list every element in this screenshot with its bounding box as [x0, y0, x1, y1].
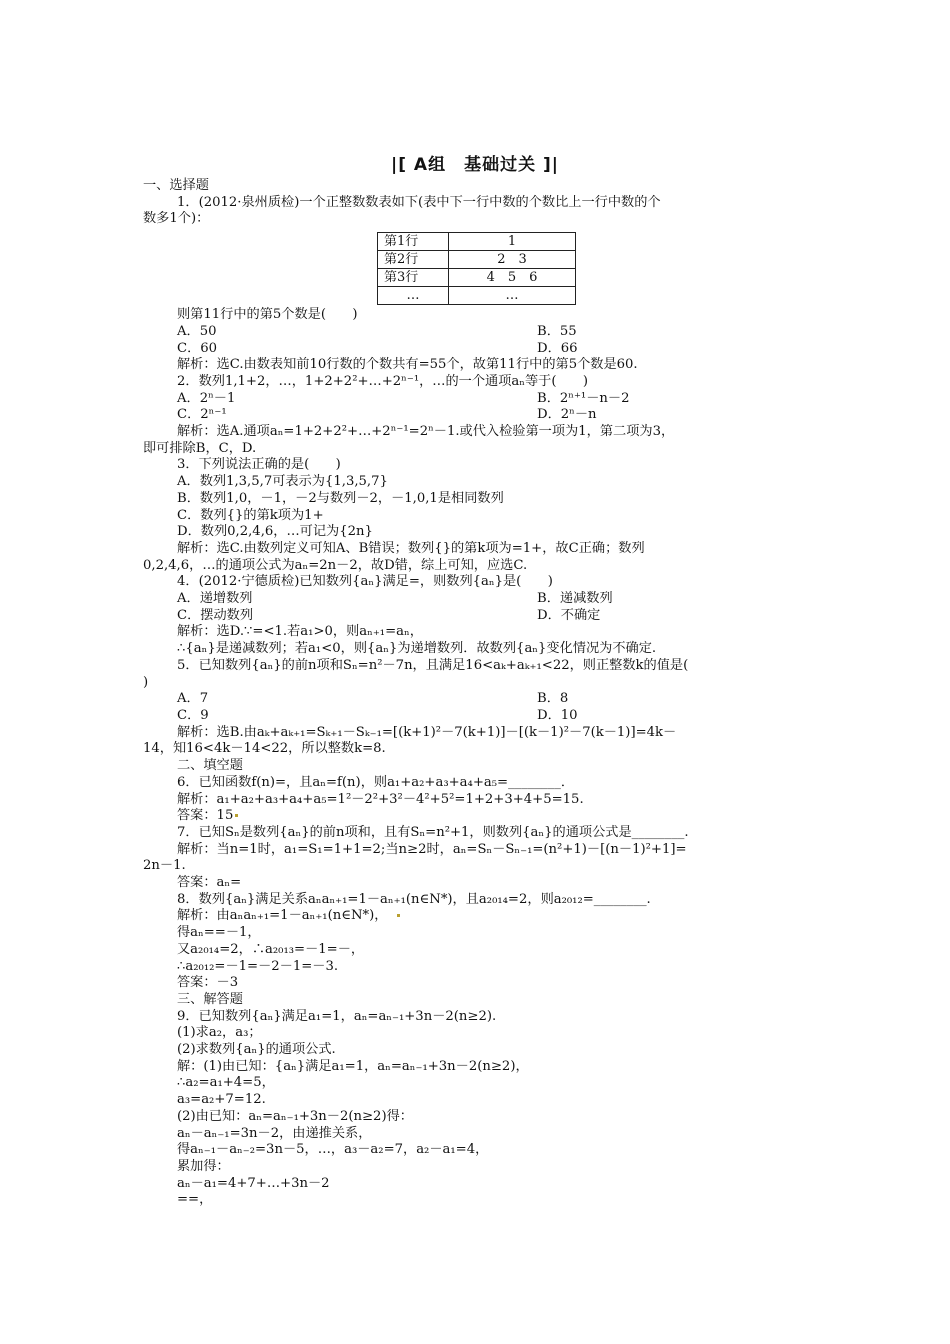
- option-c: C．2ⁿ⁻¹: [177, 407, 227, 423]
- section-title: 二、填空题: [177, 758, 243, 774]
- option-c: C．数列{}的第k项为1+: [177, 507, 324, 523]
- option-a: A．数列1,3,5,7可表示为{1,3,5,7}: [177, 474, 388, 490]
- option-b: B．8: [537, 691, 569, 707]
- solution-text: 解析：由aₙaₙ₊₁=1－aₙ₊₁(n∈N*)，: [177, 908, 388, 924]
- table-cell: 2 3: [449, 251, 576, 269]
- options-row: [143, 708, 808, 725]
- solution-6: 解析：a₁+a₂+a₃+a₄+a₅=1²－2²+3²－4²+5²=1+2+3+4+5=15.: [177, 791, 584, 807]
- option-d: D．2ⁿ－n: [537, 407, 597, 423]
- section-heading: [0, 150, 950, 175]
- question-5: 5．已知数列{aₙ}的前n项和Sₙ=n²－7n，且满足16<aₖ+aₖ₊₁<22，则正整数k的值是(: [177, 657, 689, 673]
- heading-title: A组 基础过关: [413, 155, 537, 175]
- options-row: [143, 591, 808, 608]
- question-2: 2．数列1,1+2，…，1+2+2²+…+2ⁿ⁻¹，…的一个通项aₙ等于( ): [177, 373, 589, 389]
- question-6: 6．已知函数f(n)=，且aₙ=f(n)，则a₁+a₂+a₃+a₄+a₅=________．: [177, 774, 575, 790]
- solution-9-line: 解：(1)由已知：{aₙ}满足a₁=1，aₙ=aₙ₋₁+3n－2(n≥2)，: [177, 1058, 529, 1074]
- solution-9-line: 累加得：: [177, 1158, 230, 1174]
- solution-2: 解析：选A.通项aₙ=1+2+2²+…+2ⁿ⁻¹=2ⁿ－1.或代入检验第一项为1，第二项为3，: [177, 424, 675, 440]
- option-d: D．不确定: [537, 607, 601, 623]
- options-row: [143, 407, 808, 424]
- section-title: 三、解答题: [177, 991, 243, 1007]
- options-row: [143, 391, 808, 408]
- option-a: A．递增数列: [177, 591, 253, 607]
- question-3: 3．下列说法正确的是( ): [177, 457, 341, 473]
- option-d: D．10: [537, 707, 578, 723]
- answer-6: [143, 808, 808, 825]
- options-row: [143, 324, 808, 341]
- solution-3-cont: 0,2,4,6，…的通项公式为aₙ=2n－2，故D错，综上可知，应选C.: [143, 557, 528, 573]
- table-row: [378, 251, 576, 269]
- heading-right-bracket: ]|: [543, 155, 559, 175]
- solution-5-cont: 14，知16<4k－14<22，所以整数k=8.: [143, 741, 386, 757]
- question-5-cont: ): [143, 674, 149, 690]
- number-table: [377, 232, 576, 305]
- option-c: C．9: [177, 707, 209, 723]
- dot-mark: [397, 914, 400, 917]
- solution-9-line: aₙ－aₙ₋₁=3n－2，由递推关系，: [177, 1125, 372, 1141]
- solution-5: 解析：选B.由aₖ+aₖ₊₁=Sₖ₊₁－Sₖ₋₁=[(k+1)²－7(k+1)]－[(k－1)²－7(k－1)]=4k－: [177, 724, 677, 740]
- table-cell: 第2行: [378, 251, 449, 269]
- question-7: 7．已知Sₙ是数列{aₙ}的前n项和，且有Sₙ=n²+1，则数列{aₙ}的通项公式是________.: [177, 824, 689, 840]
- option-b: B．55: [537, 323, 577, 339]
- option-d: D．数列0,2,4,6，…可记为{2n}: [177, 524, 373, 540]
- solution-9-line: aₙ－a₁=4+7+…+3n－2: [177, 1175, 330, 1191]
- solution-7: 解析：当n=1时，a₁=S₁=1+1=2;当n≥2时，aₙ=Sₙ－Sₙ₋₁=(n²+1)－[(n－1)²+1]=: [177, 841, 687, 857]
- heading-left-bracket: |[: [391, 155, 407, 175]
- solution-8-line: 得aₙ==－1，: [177, 925, 261, 941]
- table-cell: …: [378, 287, 449, 305]
- table-cell: …: [449, 287, 576, 305]
- question-8: 8．数列{aₙ}满足关系aₙaₙ₊₁=1－aₙ₊₁(n∈N*)，且a₂₀₁₄=2，则a₂₀₁₂=________.: [177, 891, 651, 907]
- table-cell: 第1行: [378, 233, 449, 251]
- option-b: B．递减数列: [537, 591, 613, 607]
- table-row: [378, 287, 576, 305]
- table-cell: 1: [449, 233, 576, 251]
- solution-8: [143, 908, 808, 925]
- options-row: [143, 608, 808, 625]
- dot-mark: [235, 814, 238, 817]
- solution-1: 解析：选C.由数表知前10行数的个数共有=55个，故第11行中的第5个数是60.: [177, 357, 638, 373]
- table-cell: 第3行: [378, 269, 449, 287]
- question-9-part1: (1)求a₂，a₃；: [177, 1025, 262, 1041]
- solution-9-line: ∴a₂=a₁+4=5，: [177, 1075, 275, 1091]
- document-body: [143, 178, 808, 1209]
- question-1-prompt: 则第11行中的第5个数是( ): [177, 307, 358, 323]
- solution-7-cont: 2n－1.: [143, 858, 186, 874]
- question-4: 4．(2012·宁德质检)已知数列{aₙ}满足=，则数列{aₙ}是( ): [177, 574, 553, 590]
- solution-4-cont: ∴{aₙ}是递减数列；若a₁<0，则{aₙ}为递增数列．故数列{aₙ}变化情况为不确定.: [177, 641, 657, 657]
- question-1-cont: 数多1个)：: [143, 211, 210, 227]
- option-a: A．50: [177, 323, 217, 339]
- answer-7: 答案：aₙ=: [177, 875, 242, 891]
- option-b: B．数列1,0，－1，－2与数列－2，－1,0,1是相同数列: [177, 490, 504, 506]
- solution-8-line: 又a₂₀₁₄=2，∴a₂₀₁₃=－1=－，: [177, 941, 365, 957]
- table-cell: 4 5 6: [449, 269, 576, 287]
- solution-9-line: ==，: [177, 1192, 213, 1208]
- solution-4: 解析：选D.∵=<1.若a₁>0，则aₙ₊₁=aₙ，: [177, 624, 423, 640]
- table-row: [378, 233, 576, 251]
- solution-9-line: 得aₙ₋₁－aₙ₋₂=3n－5，…，a₃－a₂=7，a₂－a₁=4，: [177, 1142, 489, 1158]
- solution-3: 解析：选C.由数列定义可知A、B错误；数列{}的第k项为=1+，故C正确；数列: [177, 540, 645, 556]
- section-title: 一、选择题: [143, 178, 209, 193]
- options-row: [143, 691, 808, 708]
- question-9: 9．已知数列{aₙ}满足a₁=1，aₙ=aₙ₋₁+3n－2(n≥2).: [177, 1008, 497, 1024]
- solution-2-cont: 即可排除B，C，D.: [143, 440, 257, 456]
- option-a: A．2ⁿ－1: [177, 390, 236, 406]
- solution-9-line: (2)由已知：aₙ=aₙ₋₁+3n－2(n≥2)得：: [177, 1108, 413, 1124]
- table-row: [378, 269, 576, 287]
- question-1: 1．(2012·泉州质检)一个正整数数表如下(表中下一行中数的个数比上一行中数的个: [177, 194, 661, 210]
- solution-8-line: ∴a₂₀₁₂=－1=－2－1=－3.: [177, 958, 339, 974]
- options-row: [143, 341, 808, 358]
- option-b: B．2ⁿ⁺¹－n－2: [537, 390, 630, 406]
- answer-8: 答案：－3: [177, 975, 239, 991]
- option-d: D．66: [537, 340, 578, 356]
- solution-9-line: a₃=a₂+7=12.: [177, 1092, 266, 1108]
- option-c: C．摆动数列: [177, 607, 254, 623]
- option-a: A．7: [177, 691, 209, 707]
- answer-text: 答案：15: [177, 808, 234, 824]
- question-9-part2: (2)求数列{aₙ}的通项公式.: [177, 1042, 336, 1058]
- option-c: C．60: [177, 340, 218, 356]
